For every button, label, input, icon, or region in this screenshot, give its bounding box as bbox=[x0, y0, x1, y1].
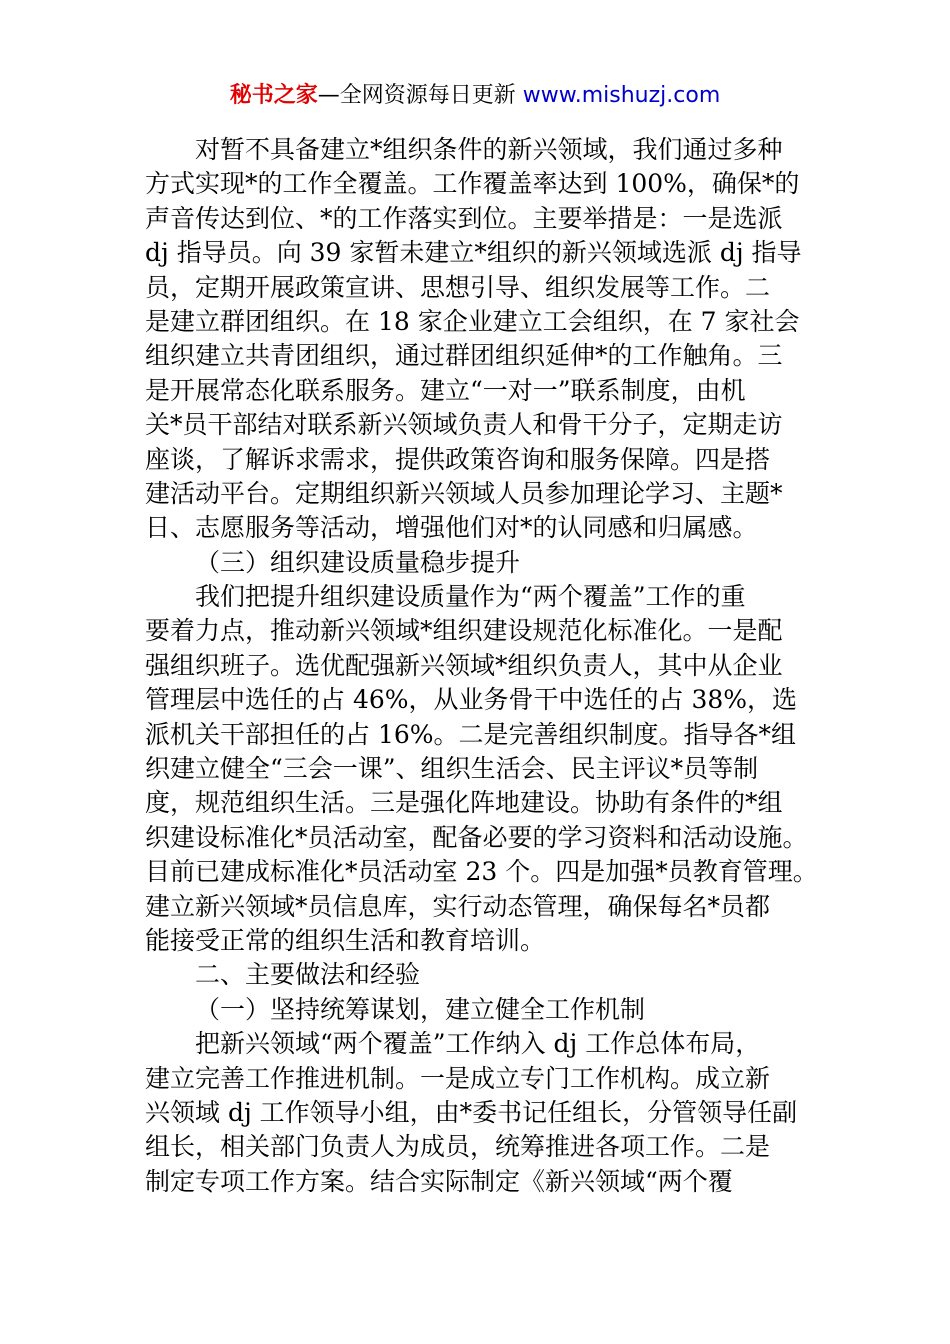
text-line: 建活动平台。定期组织新兴领域人员参加理论学习、主题* bbox=[145, 478, 783, 508]
text-line: 关*员干部结对联系新兴领域负责人和骨干分子，定期走访 bbox=[145, 410, 783, 440]
text-line: 是开展常态化联系服务。建立“一对一”联系制度，由机 bbox=[145, 375, 746, 405]
text-line: 日、志愿服务等活动，增强他们对*的认同感和归属感。 bbox=[145, 513, 758, 543]
text-line: 对暂不具备建立*组织条件的新兴领域，我们通过多种 bbox=[195, 135, 783, 164]
text-line: （一）坚持统筹谋划，建立健全工作机制 bbox=[195, 994, 646, 1024]
text-line: 是建立群团组织。在 18 家企业建立工会组织，在 7 家社会 bbox=[145, 306, 800, 336]
text-line: 座谈，了解诉求需求，提供政策咨询和服务保障。四是搭 bbox=[145, 444, 771, 474]
text-line: 管理层中选任的占 46%，从业务骨干中选任的占 38%，选 bbox=[145, 685, 798, 715]
page-header bbox=[0, 80, 950, 112]
text-line: （三）组织建设质量稳步提升 bbox=[195, 547, 521, 577]
site-slogan: —全网资源每日更新 bbox=[317, 83, 516, 108]
text-line: 织建立健全“三会一课”、组织生活会、民主评议*员等制 bbox=[145, 754, 759, 784]
text-line: 我们把提升组织建设质量作为“两个覆盖”工作的重 bbox=[195, 582, 746, 612]
text-line: 二、主要做法和经验 bbox=[195, 960, 421, 990]
text-line: 制定专项工作方案。结合实际制定《新兴领域“两个覆 bbox=[145, 1166, 733, 1196]
text-line: 兴领域 dj 工作领导小组，由*委书记任组长，分管领导任副 bbox=[145, 1097, 798, 1127]
text-line: 组长，相关部门负责人为成员，统筹推进各项工作。二是 bbox=[145, 1132, 771, 1162]
text-line: dj 指导员。向 39 家暂未建立*组织的新兴领域选派 dj 指导 bbox=[145, 238, 802, 268]
text-line: 建立新兴领域*员信息库，实行动态管理，确保每名*员都 bbox=[145, 891, 771, 921]
text-line: 员，定期开展政策宣讲、思想引导、组织发展等工作。二 bbox=[145, 272, 771, 302]
text-line: 组织建立共青团组织，通过群团组织延伸*的工作触角。三 bbox=[145, 341, 783, 371]
text-line: 要着力点，推动新兴领域*组织建设规范化标准化。一是配 bbox=[145, 616, 783, 646]
document-body bbox=[145, 133, 825, 1199]
text-line: 把新兴领域“两个覆盖”工作纳入 dj 工作总体布局， bbox=[195, 1029, 761, 1059]
text-line: 织建设标准化*员活动室，配备必要的学习资料和活动设施。 bbox=[145, 822, 808, 852]
site-url: www.mishuzj.com bbox=[515, 83, 721, 108]
text-line: 派机关干部担任的占 16%。二是完善组织制度。指导各*组 bbox=[145, 719, 797, 749]
text-line: 方式实现*的工作全覆盖。工作覆盖率达到 100%，确保*的 bbox=[145, 169, 800, 199]
text-line: 目前已建成标准化*员活动室 23 个。四是加强*员教育管理。 bbox=[145, 857, 818, 887]
text-line: 强组织班子。选优配强新兴领域*组织负责人，其中从企业 bbox=[145, 650, 783, 680]
text-line: 度，规范组织生活。三是强化阵地建设。协助有条件的*组 bbox=[145, 788, 783, 818]
text-line: 建立完善工作推进机制。一是成立专门工作机构。成立新 bbox=[145, 1063, 771, 1093]
text-line: 声音传达到位、*的工作落实到位。主要举措是：一是选派 bbox=[145, 203, 783, 233]
text-line: 能接受正常的组织生活和教育培训。 bbox=[145, 925, 546, 955]
site-brand: 秘书之家 bbox=[229, 83, 318, 108]
